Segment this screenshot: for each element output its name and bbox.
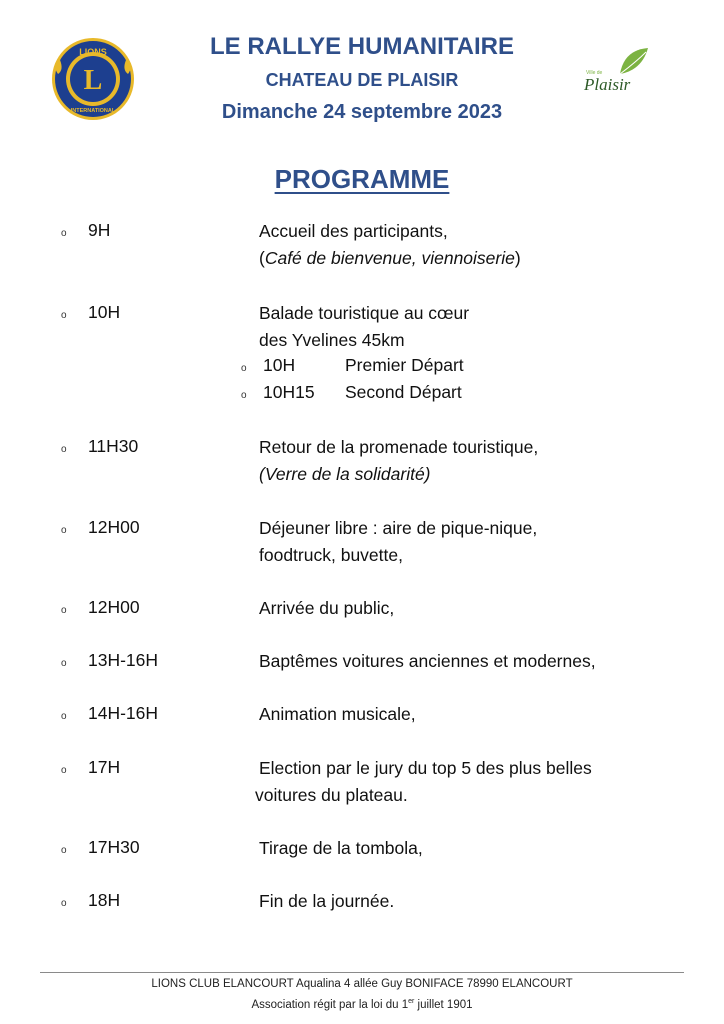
bullet-icon: o	[61, 658, 67, 669]
footer	[0, 976, 724, 1014]
bullet-icon: o	[61, 845, 67, 856]
footer-association: Association régit par la loi du 1er juillet 1901	[251, 998, 473, 1011]
footer-divider	[40, 972, 684, 973]
svg-text:L: L	[83, 65, 103, 96]
sub-item-time: 10H	[263, 355, 296, 375]
bullet-icon: o	[61, 444, 67, 455]
sub-item-label: Second Départ	[345, 382, 462, 402]
bullet-icon: o	[61, 765, 67, 776]
item-time: 12H00	[88, 517, 140, 537]
event-title: LE RALLYE HUMANITAIRE	[209, 33, 514, 60]
item-time: 12H00	[88, 597, 140, 617]
svg-text:INTERNATIONAL: INTERNATIONAL	[70, 108, 116, 114]
item-description: Election par le jury du top 5 des plus belles voitures du plateau.	[255, 758, 592, 805]
item-time: 17H	[88, 757, 121, 777]
footer-address: LIONS CLUB ELANCOURT Aqualina 4 allée Guy BONIFACE 78990 ELANCOURT	[151, 978, 573, 990]
bullet-icon: o	[61, 525, 67, 536]
item-description: Balade touristique au cœur des Yvelines 45km	[259, 303, 470, 350]
sub-item-label: Premier Départ	[345, 355, 464, 375]
item-time: 14H-16H	[88, 703, 159, 723]
sub-item-time: 10H15	[263, 382, 315, 402]
item-description: Accueil des participants, (Café de bienvenue, viennoiserie)	[259, 221, 521, 268]
bullet-icon: o	[241, 390, 247, 401]
item-description: Arrivée du public,	[259, 598, 395, 618]
bullet-icon: o	[61, 898, 67, 909]
event-location: CHATEAU DE PLAISIR	[265, 70, 459, 90]
item-description: Baptêmes voitures anciennes et modernes,	[259, 651, 596, 671]
document-header	[0, 30, 724, 128]
svg-text:LIONS: LIONS	[79, 47, 107, 57]
svg-text:Plaisir: Plaisir	[584, 75, 631, 94]
bullet-icon: o	[61, 711, 67, 722]
item-description: Fin de la journée.	[259, 891, 395, 911]
item-time: 13H-16H	[88, 650, 159, 670]
bullet-icon: o	[241, 363, 247, 374]
bullet-icon: o	[61, 228, 67, 239]
item-description: Retour de la promenade touristique, (Verre de la solidarité)	[259, 437, 539, 484]
programme-heading: PROGRAMME	[274, 164, 450, 194]
item-time: 18H	[88, 890, 121, 910]
item-time: 9H	[88, 220, 111, 240]
item-description: Déjeuner libre : aire de pique-nique, foodtruck, buvette,	[259, 518, 538, 565]
bullet-icon: o	[61, 310, 67, 321]
item-time: 17H30	[88, 837, 140, 857]
bullet-icon: o	[61, 605, 67, 616]
event-date: Dimanche 24 septembre 2023	[221, 101, 503, 123]
item-time: 11H30	[88, 436, 139, 456]
item-description: Tirage de la tombola,	[259, 838, 423, 858]
item-description: Animation musicale,	[259, 704, 416, 724]
item-time: 10H	[88, 302, 121, 322]
svg-text:Ville de: Ville de	[586, 70, 603, 76]
